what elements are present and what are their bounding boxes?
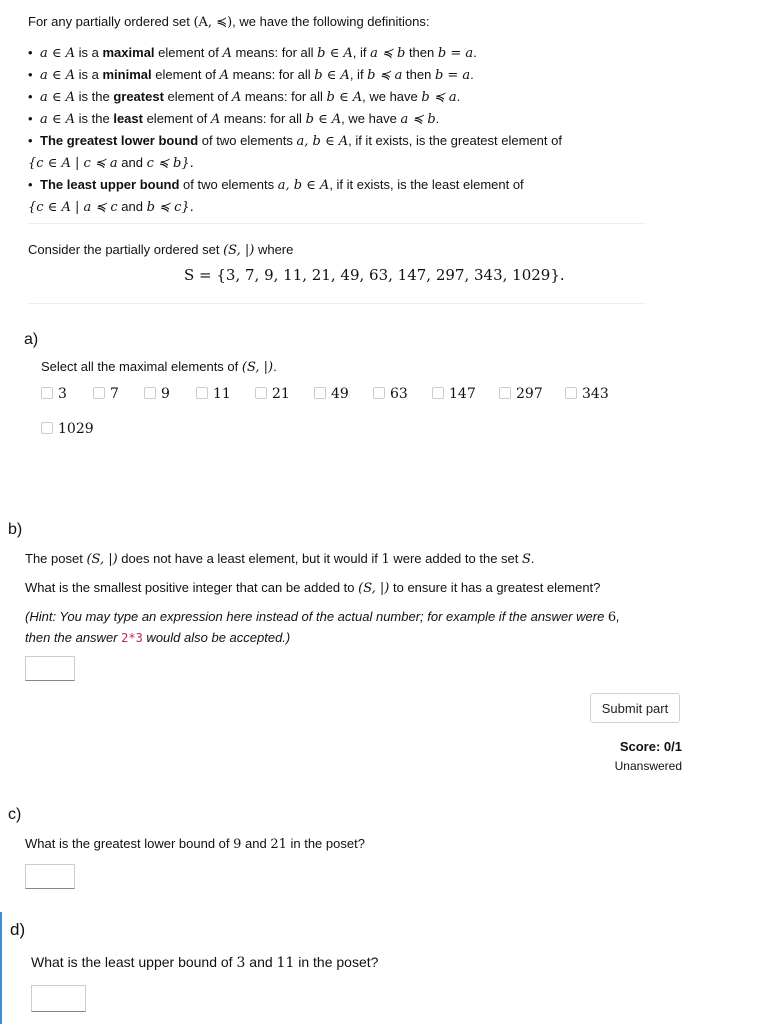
definition-minimal: • a ∈ A is a minimal element of A means: for all b ∈ A, if b ≼ a then b = a. <box>28 64 648 86</box>
score-label: Score: 0/1 <box>619 739 682 754</box>
checkbox[interactable] <box>499 387 511 399</box>
part-d-label: d) <box>10 920 26 939</box>
part-b-line1: The poset (S, |) does not have a least element, but it would if 1 were added to the set S. <box>25 551 535 567</box>
set-definition: S = {3, 7, 9, 11, 21, 49, 63, 147, 297, 343, 1029}. <box>184 266 565 284</box>
checkbox[interactable] <box>196 387 208 399</box>
option-49[interactable]: 49 <box>314 386 349 402</box>
option-63[interactable]: 63 <box>373 386 408 402</box>
poset-intro: Consider the partially ordered set (S, |) where <box>28 242 294 258</box>
submit-part-button[interactable]: Submit part <box>590 693 680 723</box>
part-b-label: b) <box>8 521 23 538</box>
part-a-question: Select all the maximal elements of (S, |). <box>41 359 277 375</box>
part-c-question: What is the greatest lower bound of 9 and 21 in the poset? <box>25 836 365 852</box>
definition-least: • a ∈ A is the least element of A means: for all b ∈ A, we have a ≼ b. <box>28 108 648 130</box>
part-b-hint-line1: (Hint: You may type an expression here instead of the actual number; for example if the answer were 6, <box>25 609 620 625</box>
definitions-list <box>28 42 648 218</box>
option-147[interactable]: 147 <box>432 386 476 402</box>
divider <box>28 303 646 304</box>
checkbox[interactable] <box>41 387 53 399</box>
option-9[interactable]: 9 <box>144 386 170 402</box>
definition-greatest: • a ∈ A is the greatest element of A means: for all b ∈ A, we have b ≼ a. <box>28 86 648 108</box>
option-7[interactable]: 7 <box>93 386 119 402</box>
definitions-intro: For any partially ordered set (A, ≼), we have the following definitions: <box>28 14 430 30</box>
option-343[interactable]: 343 <box>565 386 609 402</box>
option-21[interactable]: 21 <box>255 386 290 402</box>
status-label: Unanswered <box>614 759 682 773</box>
part-a-label: a) <box>24 331 39 348</box>
part-b-hint-line2: then the answer 2*3 would also be accepted.) <box>25 630 291 645</box>
part-b-question: What is the smallest positive integer that can be added to (S, |) to ensure it has a greatest element? <box>25 580 601 596</box>
part-c-label: c) <box>8 806 22 823</box>
option-1029[interactable]: 1029 <box>41 421 94 437</box>
option-3[interactable]: 3 <box>41 386 67 402</box>
definition-glb: • The greatest lower bound of two elements a, b ∈ A, if it exists, is the greatest element of {c ∈ A | c ≼ a and c ≼ b}. <box>28 130 648 174</box>
definition-maximal: • a ∈ A is a maximal element of A means: for all b ∈ A, if a ≼ b then b = a. <box>28 42 648 64</box>
option-11[interactable]: 11 <box>196 386 231 402</box>
checkbox[interactable] <box>93 387 105 399</box>
part-c-answer-input[interactable] <box>25 864 75 889</box>
checkbox[interactable] <box>565 387 577 399</box>
part-b-answer-input[interactable] <box>25 656 75 681</box>
checkbox[interactable] <box>373 387 385 399</box>
active-part-indicator <box>0 912 2 1024</box>
checkbox[interactable] <box>255 387 267 399</box>
checkbox[interactable] <box>314 387 326 399</box>
definitions-section <box>28 12 648 218</box>
checkbox[interactable] <box>144 387 156 399</box>
part-d-question: What is the least upper bound of 3 and 11 in the poset? <box>31 954 379 971</box>
definition-lub: • The least upper bound of two elements a, b ∈ A, if it exists, is the least element of {c ∈ A | a ≼ c and b ≼ c}. <box>28 174 648 218</box>
option-297[interactable]: 297 <box>499 386 543 402</box>
divider <box>28 223 646 224</box>
checkbox[interactable] <box>432 387 444 399</box>
checkbox[interactable] <box>41 422 53 434</box>
part-d-answer-input[interactable] <box>31 985 86 1012</box>
